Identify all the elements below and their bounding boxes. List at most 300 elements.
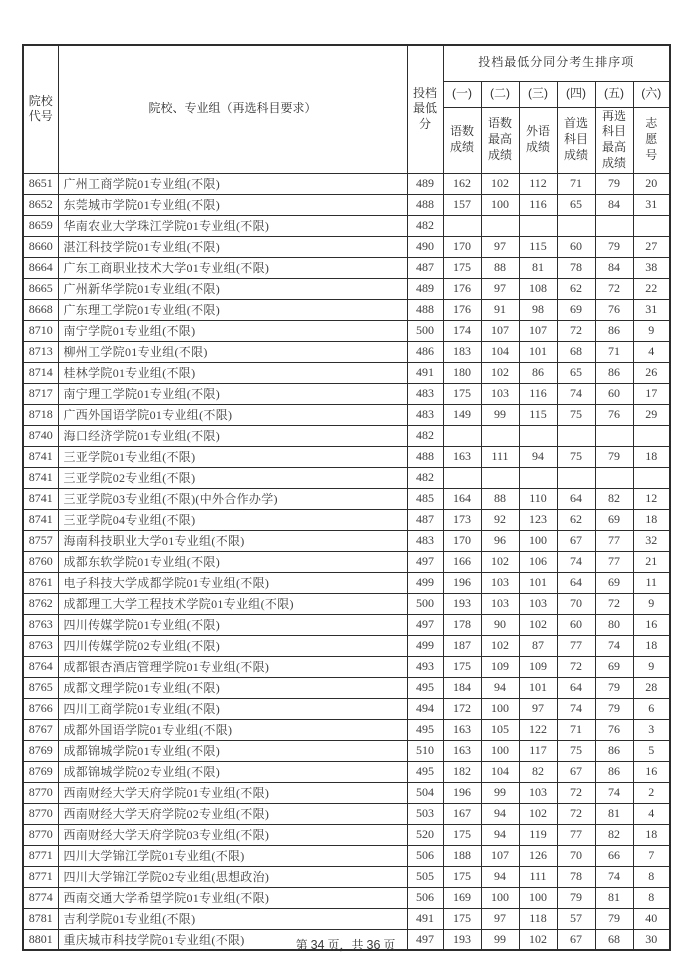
tiebreak-chinese-math-max: 96 (481, 530, 519, 551)
min-score: 486 (407, 341, 443, 362)
tiebreak-primary-subject: 69 (557, 299, 595, 320)
header-sub-6: (六) (633, 81, 670, 107)
college-group-name: 成都锦城学院01专业组(不限) (58, 740, 407, 761)
table-row (23, 299, 670, 320)
tiebreak-foreign-lang: 116 (519, 194, 557, 215)
tiebreak-chinese-math-max: 100 (481, 194, 519, 215)
table-row (23, 677, 670, 698)
tiebreak-reselect-max: 71 (595, 341, 633, 362)
min-score: 482 (407, 467, 443, 488)
table-row (23, 845, 670, 866)
header-foreign-lang-score-label: 外语成绩 (525, 124, 550, 155)
tiebreak-primary-subject: 74 (557, 383, 595, 404)
tiebreak-chinese-math: 149 (443, 404, 481, 425)
admission-score-table (22, 44, 671, 951)
college-code: 8717 (23, 383, 58, 404)
college-group-name: 成都理工大学工程技术学院01专业组(不限) (58, 593, 407, 614)
tiebreak-volunteer-no: 18 (633, 509, 670, 530)
tiebreak-primary-subject: 64 (557, 677, 595, 698)
college-group-name: 四川工商学院01专业组(不限) (58, 698, 407, 719)
tiebreak-chinese-math: 175 (443, 656, 481, 677)
tiebreak-chinese-math: 175 (443, 866, 481, 887)
college-group-name: 三亚学院03专业组(不限)(中外合作办学) (58, 488, 407, 509)
header-primary-subject-score (557, 107, 595, 173)
table-row (23, 341, 670, 362)
tiebreak-volunteer-no: 38 (633, 257, 670, 278)
min-score: 487 (407, 509, 443, 530)
tiebreak-foreign-lang: 102 (519, 929, 557, 950)
tiebreak-chinese-math: 196 (443, 572, 481, 593)
tiebreak-chinese-math: 170 (443, 530, 481, 551)
tiebreak-reselect-max: 84 (595, 257, 633, 278)
header-college-code (23, 45, 58, 173)
college-group-name: 成都银杏酒店管理学院01专业组(不限) (58, 656, 407, 677)
college-group-name: 四川大学锦江学院01专业组(不限) (58, 845, 407, 866)
table-row (23, 425, 670, 446)
tiebreak-volunteer-no: 27 (633, 236, 670, 257)
college-group-name: 成都外国语学院01专业组(不限) (58, 719, 407, 740)
tiebreak-primary-subject: 78 (557, 866, 595, 887)
tiebreak-chinese-math-max: 94 (481, 866, 519, 887)
tiebreak-primary-subject: 77 (557, 635, 595, 656)
tiebreak-reselect-max: 74 (595, 635, 633, 656)
tiebreak-reselect-max: 74 (595, 782, 633, 803)
min-score: 497 (407, 551, 443, 572)
college-group-name: 三亚学院04专业组(不限) (58, 509, 407, 530)
tiebreak-chinese-math: 182 (443, 761, 481, 782)
header-volunteer-number (633, 107, 670, 173)
tiebreak-volunteer-no: 29 (633, 404, 670, 425)
tiebreak-reselect-max: 79 (595, 446, 633, 467)
header-sub-1: (一) (443, 81, 481, 107)
tiebreak-chinese-math: 172 (443, 698, 481, 719)
min-score: 510 (407, 740, 443, 761)
tiebreak-reselect-max: 86 (595, 740, 633, 761)
tiebreak-chinese-math-max (481, 425, 519, 446)
tiebreak-chinese-math-max (481, 215, 519, 236)
tiebreak-volunteer-no (633, 425, 670, 446)
tiebreak-chinese-math: 164 (443, 488, 481, 509)
header-min-score (407, 45, 443, 173)
tiebreak-chinese-math: 163 (443, 446, 481, 467)
college-group-name: 西南交通大学希望学院01专业组(不限) (58, 887, 407, 908)
table-row (23, 257, 670, 278)
tiebreak-chinese-math-max: 104 (481, 761, 519, 782)
footer-current-page: 34 (310, 938, 325, 952)
college-code: 8769 (23, 740, 58, 761)
tiebreak-reselect-max: 82 (595, 488, 633, 509)
tiebreak-foreign-lang: 116 (519, 383, 557, 404)
tiebreak-volunteer-no: 31 (633, 194, 670, 215)
tiebreak-volunteer-no: 18 (633, 446, 670, 467)
tiebreak-foreign-lang: 126 (519, 845, 557, 866)
tiebreak-volunteer-no: 26 (633, 362, 670, 383)
tiebreak-foreign-lang: 106 (519, 551, 557, 572)
tiebreak-reselect-max: 66 (595, 845, 633, 866)
tiebreak-primary-subject: 62 (557, 278, 595, 299)
college-code: 8770 (23, 782, 58, 803)
tiebreak-foreign-lang: 101 (519, 572, 557, 593)
tiebreak-foreign-lang: 100 (519, 887, 557, 908)
tiebreak-primary-subject: 72 (557, 656, 595, 677)
tiebreak-chinese-math: 176 (443, 278, 481, 299)
table-row (23, 194, 670, 215)
header-primary-subject-score-label: 首选科目成绩 (563, 116, 588, 163)
tiebreak-chinese-math: 183 (443, 341, 481, 362)
table-row (23, 215, 670, 236)
tiebreak-chinese-math: 175 (443, 824, 481, 845)
table-row (23, 362, 670, 383)
table-row (23, 761, 670, 782)
tiebreak-volunteer-no: 5 (633, 740, 670, 761)
college-code: 8761 (23, 572, 58, 593)
min-score: 494 (407, 698, 443, 719)
header-reselect-subject-max-score-label: 再选科目最高成绩 (601, 108, 626, 170)
college-group-name: 四川传媒学院02专业组(不限) (58, 635, 407, 656)
tiebreak-reselect-max: 76 (595, 404, 633, 425)
tiebreak-foreign-lang: 102 (519, 614, 557, 635)
college-code: 8760 (23, 551, 58, 572)
tiebreak-chinese-math-max: 91 (481, 299, 519, 320)
header-chinese-math-score-label: 语数成绩 (449, 124, 474, 155)
tiebreak-volunteer-no: 11 (633, 572, 670, 593)
tiebreak-chinese-math-max: 100 (481, 887, 519, 908)
tiebreak-foreign-lang: 110 (519, 488, 557, 509)
college-code: 8757 (23, 530, 58, 551)
header-chinese-math-score (443, 107, 481, 173)
tiebreak-volunteer-no: 22 (633, 278, 670, 299)
min-score: 485 (407, 488, 443, 509)
tiebreak-primary-subject: 70 (557, 845, 595, 866)
tiebreak-foreign-lang: 115 (519, 404, 557, 425)
tiebreak-chinese-math-max: 88 (481, 257, 519, 278)
tiebreak-reselect-max (595, 215, 633, 236)
tiebreak-volunteer-no: 18 (633, 635, 670, 656)
tiebreak-reselect-max: 80 (595, 614, 633, 635)
tiebreak-chinese-math-max: 100 (481, 698, 519, 719)
college-code: 8741 (23, 509, 58, 530)
tiebreak-chinese-math: 169 (443, 887, 481, 908)
college-group-name: 成都东软学院01专业组(不限) (58, 551, 407, 572)
tiebreak-chinese-math (443, 215, 481, 236)
tiebreak-chinese-math: 174 (443, 320, 481, 341)
header-tiebreak-title: 投档最低分同分考生排序项 (443, 45, 670, 81)
tiebreak-chinese-math: 175 (443, 257, 481, 278)
tiebreak-chinese-math-max: 103 (481, 593, 519, 614)
min-score: 497 (407, 929, 443, 950)
tiebreak-primary-subject: 62 (557, 509, 595, 530)
tiebreak-volunteer-no: 2 (633, 782, 670, 803)
college-group-name: 电子科技大学成都学院01专业组(不限) (58, 572, 407, 593)
tiebreak-chinese-math-max: 102 (481, 551, 519, 572)
tiebreak-volunteer-no (633, 467, 670, 488)
tiebreak-chinese-math-max: 92 (481, 509, 519, 530)
tiebreak-chinese-math: 163 (443, 740, 481, 761)
college-group-name: 柳州工学院01专业组(不限) (58, 341, 407, 362)
tiebreak-primary-subject: 70 (557, 593, 595, 614)
college-code: 8771 (23, 845, 58, 866)
tiebreak-reselect-max: 69 (595, 509, 633, 530)
college-group-name: 南宁理工学院01专业组(不限) (58, 383, 407, 404)
tiebreak-primary-subject: 64 (557, 572, 595, 593)
table-row (23, 173, 670, 194)
tiebreak-chinese-math: 184 (443, 677, 481, 698)
tiebreak-primary-subject (557, 467, 595, 488)
tiebreak-chinese-math: 173 (443, 509, 481, 530)
tiebreak-volunteer-no: 40 (633, 908, 670, 929)
tiebreak-reselect-max: 82 (595, 824, 633, 845)
table-row (23, 887, 670, 908)
tiebreak-chinese-math-max: 97 (481, 278, 519, 299)
table-row (23, 908, 670, 929)
tiebreak-chinese-math (443, 425, 481, 446)
min-score: 497 (407, 614, 443, 635)
tiebreak-reselect-max: 72 (595, 593, 633, 614)
tiebreak-primary-subject (557, 425, 595, 446)
tiebreak-volunteer-no: 12 (633, 488, 670, 509)
tiebreak-primary-subject: 71 (557, 173, 595, 194)
tiebreak-foreign-lang: 98 (519, 299, 557, 320)
college-code: 8769 (23, 761, 58, 782)
tiebreak-volunteer-no: 16 (633, 761, 670, 782)
tiebreak-foreign-lang: 122 (519, 719, 557, 740)
tiebreak-foreign-lang: 103 (519, 782, 557, 803)
college-group-name: 东莞城市学院01专业组(不限) (58, 194, 407, 215)
tiebreak-primary-subject: 68 (557, 341, 595, 362)
college-group-name: 吉利学院01专业组(不限) (58, 908, 407, 929)
tiebreak-chinese-math: 193 (443, 593, 481, 614)
table-row (23, 509, 670, 530)
min-score: 483 (407, 383, 443, 404)
tiebreak-chinese-math: 163 (443, 719, 481, 740)
tiebreak-foreign-lang: 103 (519, 593, 557, 614)
tiebreak-chinese-math-max: 103 (481, 572, 519, 593)
tiebreak-volunteer-no: 6 (633, 698, 670, 719)
college-code: 8660 (23, 236, 58, 257)
tiebreak-volunteer-no: 9 (633, 593, 670, 614)
tiebreak-volunteer-no: 4 (633, 803, 670, 824)
tiebreak-chinese-math-max: 99 (481, 404, 519, 425)
header-volunteer-number-label: 志愿号 (645, 116, 658, 163)
table-row (23, 320, 670, 341)
college-group-name: 华南农业大学珠江学院01专业组(不限) (58, 215, 407, 236)
college-group-name: 桂林学院01专业组(不限) (58, 362, 407, 383)
min-score: 482 (407, 215, 443, 236)
tiebreak-chinese-math-max: 94 (481, 824, 519, 845)
min-score: 500 (407, 593, 443, 614)
college-code: 8774 (23, 887, 58, 908)
tiebreak-chinese-math-max: 94 (481, 803, 519, 824)
college-group-name: 三亚学院01专业组(不限) (58, 446, 407, 467)
college-code: 8765 (23, 677, 58, 698)
tiebreak-chinese-math-max: 100 (481, 740, 519, 761)
tiebreak-chinese-math-max: 109 (481, 656, 519, 677)
tiebreak-chinese-math-max: 99 (481, 929, 519, 950)
table-row (23, 635, 670, 656)
college-group-name: 重庆城市科技学院01专业组(不限) (58, 929, 407, 950)
tiebreak-chinese-math-max: 107 (481, 845, 519, 866)
min-score: 503 (407, 803, 443, 824)
tiebreak-reselect-max: 69 (595, 572, 633, 593)
college-group-name: 南宁学院01专业组(不限) (58, 320, 407, 341)
tiebreak-reselect-max: 77 (595, 530, 633, 551)
college-group-name: 广西外国语学院01专业组(不限) (58, 404, 407, 425)
table-row (23, 614, 670, 635)
tiebreak-foreign-lang: 81 (519, 257, 557, 278)
tiebreak-reselect-max: 74 (595, 866, 633, 887)
tiebreak-volunteer-no: 8 (633, 866, 670, 887)
min-score: 500 (407, 320, 443, 341)
tiebreak-primary-subject: 65 (557, 194, 595, 215)
table-row (23, 446, 670, 467)
tiebreak-chinese-math: 178 (443, 614, 481, 635)
college-code: 8659 (23, 215, 58, 236)
tiebreak-primary-subject: 78 (557, 257, 595, 278)
college-code: 8763 (23, 614, 58, 635)
tiebreak-foreign-lang: 118 (519, 908, 557, 929)
tiebreak-chinese-math-max: 103 (481, 383, 519, 404)
tiebreak-reselect-max: 84 (595, 194, 633, 215)
header-college-group: 院校、专业组（再选科目要求） (58, 45, 407, 173)
tiebreak-chinese-math: 170 (443, 236, 481, 257)
tiebreak-volunteer-no: 18 (633, 824, 670, 845)
footer-label-mid: 页，共 (327, 938, 364, 952)
tiebreak-foreign-lang: 123 (519, 509, 557, 530)
tiebreak-primary-subject: 72 (557, 803, 595, 824)
min-score: 490 (407, 236, 443, 257)
min-score: 505 (407, 866, 443, 887)
tiebreak-reselect-max: 69 (595, 656, 633, 677)
college-code: 8714 (23, 362, 58, 383)
tiebreak-reselect-max: 79 (595, 236, 633, 257)
college-group-name: 西南财经大学天府学院02专业组(不限) (58, 803, 407, 824)
table-row (23, 593, 670, 614)
tiebreak-chinese-math-max: 94 (481, 677, 519, 698)
tiebreak-chinese-math: 175 (443, 383, 481, 404)
college-code: 8664 (23, 257, 58, 278)
tiebreak-reselect-max: 86 (595, 761, 633, 782)
table-row (23, 404, 670, 425)
college-code: 8764 (23, 656, 58, 677)
min-score: 520 (407, 824, 443, 845)
tiebreak-volunteer-no: 32 (633, 530, 670, 551)
min-score: 482 (407, 425, 443, 446)
tiebreak-foreign-lang: 86 (519, 362, 557, 383)
table-row (23, 866, 670, 887)
footer-label-end: 页 (383, 938, 396, 952)
tiebreak-primary-subject: 71 (557, 719, 595, 740)
tiebreak-primary-subject: 74 (557, 698, 595, 719)
college-group-name: 广州新华学院01专业组(不限) (58, 278, 407, 299)
tiebreak-reselect-max: 86 (595, 362, 633, 383)
table-row (23, 656, 670, 677)
tiebreak-chinese-math-max: 102 (481, 635, 519, 656)
tiebreak-volunteer-no: 16 (633, 614, 670, 635)
tiebreak-volunteer-no: 9 (633, 320, 670, 341)
header-sub-5: (五) (595, 81, 633, 107)
min-score: 499 (407, 635, 443, 656)
tiebreak-chinese-math: 180 (443, 362, 481, 383)
tiebreak-primary-subject: 60 (557, 614, 595, 635)
tiebreak-primary-subject: 57 (557, 908, 595, 929)
table-row (23, 698, 670, 719)
tiebreak-foreign-lang: 112 (519, 173, 557, 194)
min-score: 495 (407, 677, 443, 698)
header-reselect-subject-max-score (595, 107, 633, 173)
college-code: 8770 (23, 803, 58, 824)
tiebreak-chinese-math-max (481, 467, 519, 488)
min-score: 483 (407, 404, 443, 425)
tiebreak-reselect-max: 76 (595, 719, 633, 740)
tiebreak-foreign-lang: 102 (519, 803, 557, 824)
table-body (23, 173, 670, 950)
tiebreak-primary-subject: 79 (557, 887, 595, 908)
tiebreak-primary-subject: 67 (557, 761, 595, 782)
tiebreak-chinese-math (443, 467, 481, 488)
tiebreak-chinese-math: 196 (443, 782, 481, 803)
table-row (23, 383, 670, 404)
tiebreak-chinese-math-max: 102 (481, 362, 519, 383)
tiebreak-chinese-math-max: 97 (481, 236, 519, 257)
tiebreak-reselect-max: 81 (595, 887, 633, 908)
tiebreak-chinese-math-max: 104 (481, 341, 519, 362)
tiebreak-reselect-max: 60 (595, 383, 633, 404)
tiebreak-volunteer-no: 9 (633, 656, 670, 677)
college-code: 8718 (23, 404, 58, 425)
college-group-name: 西南财经大学天府学院01专业组(不限) (58, 782, 407, 803)
college-code: 8763 (23, 635, 58, 656)
tiebreak-chinese-math: 166 (443, 551, 481, 572)
tiebreak-foreign-lang: 117 (519, 740, 557, 761)
tiebreak-reselect-max: 79 (595, 908, 633, 929)
college-code: 8801 (23, 929, 58, 950)
college-group-name: 海口经济学院01专业组(不限) (58, 425, 407, 446)
tiebreak-foreign-lang (519, 215, 557, 236)
page-footer (0, 936, 691, 953)
min-score: 491 (407, 908, 443, 929)
college-group-name: 湛江科技学院01专业组(不限) (58, 236, 407, 257)
min-score: 483 (407, 530, 443, 551)
tiebreak-volunteer-no: 3 (633, 719, 670, 740)
tiebreak-chinese-math: 176 (443, 299, 481, 320)
min-score: 493 (407, 656, 443, 677)
college-code: 8665 (23, 278, 58, 299)
min-score: 488 (407, 299, 443, 320)
tiebreak-reselect-max: 81 (595, 803, 633, 824)
tiebreak-chinese-math: 193 (443, 929, 481, 950)
table-header (23, 45, 670, 173)
college-group-name: 广东工商职业技术大学01专业组(不限) (58, 257, 407, 278)
tiebreak-foreign-lang: 119 (519, 824, 557, 845)
footer-total-pages: 36 (366, 938, 381, 952)
college-group-name: 四川大学锦江学院02专业组(思想政治) (58, 866, 407, 887)
min-score: 499 (407, 572, 443, 593)
tiebreak-reselect-max: 86 (595, 320, 633, 341)
tiebreak-chinese-math-max: 105 (481, 719, 519, 740)
college-code: 8740 (23, 425, 58, 446)
tiebreak-chinese-math-max: 97 (481, 908, 519, 929)
header-chinese-math-max-score-label: 语数最高成绩 (487, 116, 512, 163)
tiebreak-primary-subject (557, 215, 595, 236)
tiebreak-primary-subject: 60 (557, 236, 595, 257)
table-row (23, 530, 670, 551)
college-group-name: 成都文理学院01专业组(不限) (58, 677, 407, 698)
tiebreak-volunteer-no (633, 215, 670, 236)
table-row (23, 467, 670, 488)
tiebreak-reselect-max (595, 467, 633, 488)
tiebreak-chinese-math: 157 (443, 194, 481, 215)
min-score: 495 (407, 719, 443, 740)
